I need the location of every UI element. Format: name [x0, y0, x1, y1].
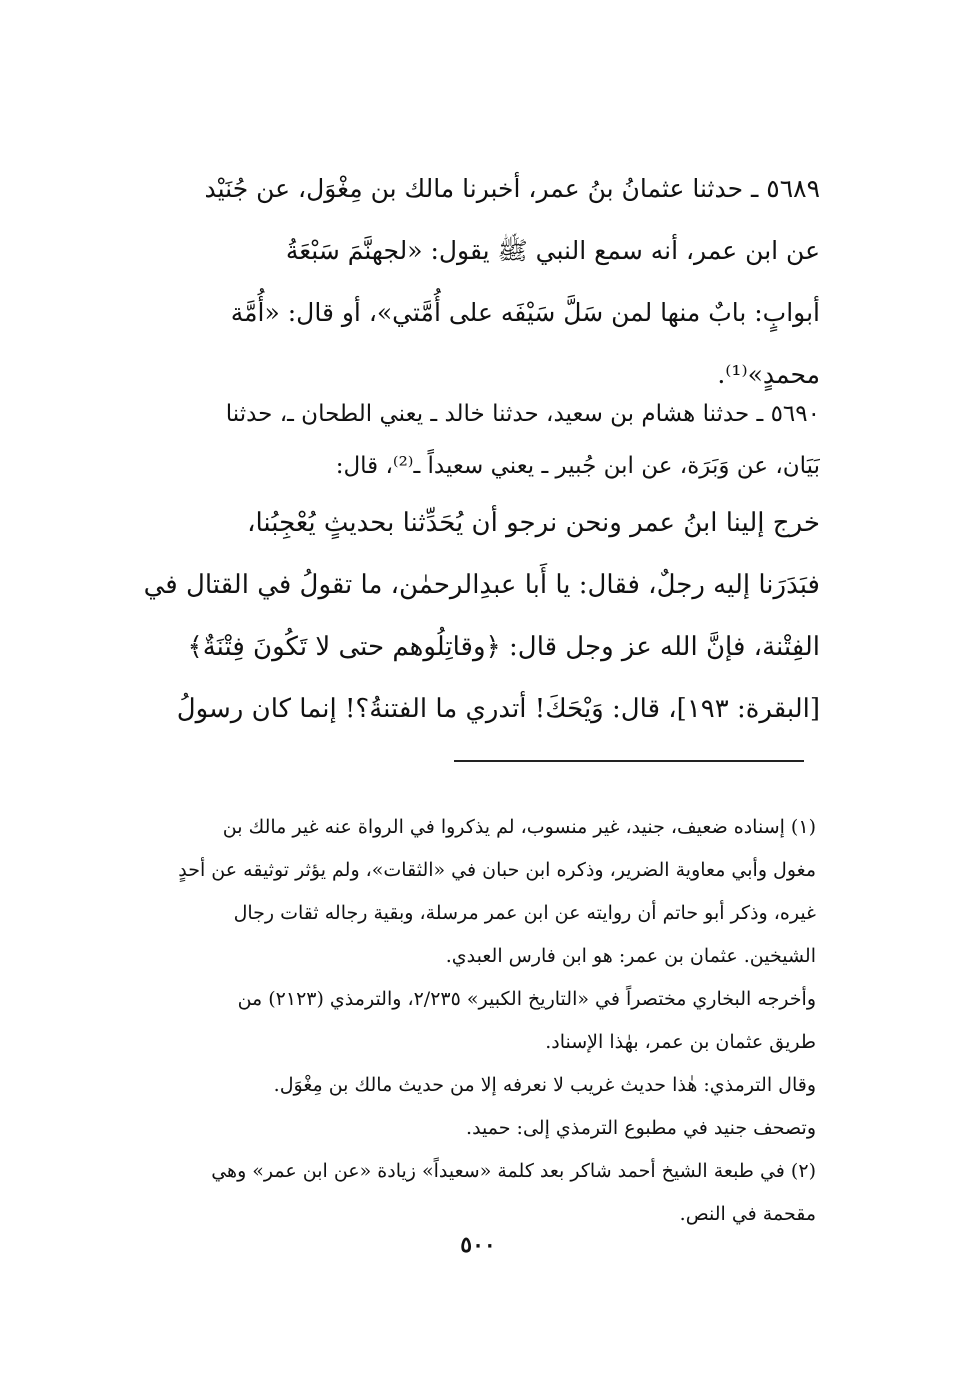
footnote-line: (٢) في طبعة الشيخ أحمد شاكر بعد كلمة «سعيداً» زيادة «عن ابن عمر» وهي	[211, 1160, 816, 1182]
footnote-line: (١) إسناده ضعيف، جنيد، غير منسوب، لم يذكروا في الرواة عنه غير مالك بن	[222, 816, 816, 838]
footnote-line: مقحمة في النص.	[679, 1203, 816, 1225]
hadith-5689-line: ٥٦٨٩ ـ حدثنا عثمانُ بنُ عمر، أخبرنا مالك بن مِغْوَل، عن جُنَيْد	[204, 174, 820, 203]
hadith-5690-isnad-line: ٥٦٩٠ ـ حدثنا هشام بن سعيد، حدثنا خالد ـ يعني الطحان ـ، حدثنا	[225, 401, 820, 427]
footnote-line: وتصحف جنيد في مطبوع الترمذي إلى: حميد.	[466, 1117, 816, 1139]
hadith-5690-matn-line: الفِتْنة، فإنَّ الله عز وجل قال: ﴿وقاتِلُوهم حتى لا تَكُونَ فِتْنَةٌ﴾	[187, 632, 820, 662]
hadith-5690	[100, 388, 820, 740]
hadith-5689-line: أبوابٍ: بابٌ منها لمن سَلَّ سَيْفَه على أُمَّتي»، أو قال: «أُمَّة	[230, 298, 820, 327]
footnote-line: الشيخين. عثمان بن عمر: هو ابن فارس العبدي.	[445, 945, 816, 967]
footnote-line: غيره، وذكر أبو حاتم أن روايته عن ابن عمر مرسلة، وبقية رجاله ثقات رجال	[233, 902, 816, 924]
footnote-separator	[454, 760, 804, 762]
hadith-5690-matn-line: فبَدَرَنا إليه رجلٌ، فقال: يا أَبا عبدِالرحمٰن، ما تقولُ في القتال في	[143, 570, 820, 600]
hadith-5689	[100, 158, 820, 406]
hadith-5690-matn-line: [البقرة: ١٩٣]، قال: وَيْحَكَ! أتدري ما الفتنةُ؟! إنما كان رسولُ	[176, 694, 820, 724]
hadith-5690-matn-line: خرج إلينا ابنُ عمر ونحن نرجو أن يُحَدِّثنا بحديثٍ يُعْجِبُنا،	[247, 508, 820, 538]
footnote-line: طريق عثمان بن عمر، بهٰذا الإسناد.	[545, 1031, 816, 1053]
hadith-5689-line: محمدٍ»⁽¹⁾.	[717, 360, 820, 389]
hadith-5689-line: عن ابن عمر، أنه سمع النبي ﷺ يقول: «لجهنَّمَ سَبْعَةُ	[285, 236, 820, 265]
hadith-5690-isnad-line: بَيَان، عن وَبَرَة، عن ابن جُبير ـ يعني سعيداً ـ⁽²⁾، قال:	[335, 453, 820, 479]
footnotes	[104, 806, 816, 1236]
footnote-line: وأخرجه البخاري مختصراً في «التاريخ الكبير» ٢/٢٣٥، والترمذي (٢١٢٣) من	[237, 988, 816, 1010]
footnote-line: وقال الترمذي: هٰذا حديث غريب لا نعرفه إلا من حديث مالك بن مِغْوَل.	[273, 1074, 816, 1096]
page-number: ٥٠٠	[460, 1232, 496, 1258]
footnote-line: مغول وأبي معاوية الضرير، وذكره ابن حبان في «الثقات»، ولم يؤثر توثيقه عن أحدٍ	[178, 859, 816, 881]
